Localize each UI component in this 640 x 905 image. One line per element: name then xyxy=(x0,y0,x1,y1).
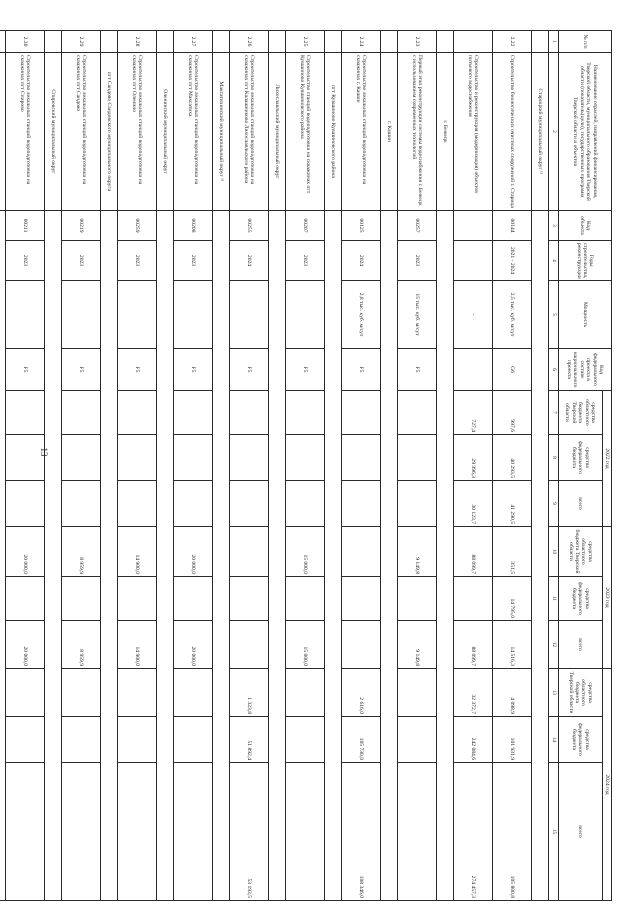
financing-table xyxy=(0,30,612,901)
table-row xyxy=(397,31,436,901)
column-index-cell: 8 xyxy=(548,435,558,481)
section-number-cell xyxy=(44,31,61,53)
row-number: 2.26 xyxy=(229,31,268,53)
column-index-cell: 7 xyxy=(548,391,558,435)
value-2023-total xyxy=(229,621,268,669)
capacity xyxy=(229,281,268,349)
value-2023-federal xyxy=(397,577,436,621)
value-2022-total: 41 290,5 xyxy=(492,481,531,527)
value-2022-federal xyxy=(229,435,268,481)
value-2022-total xyxy=(341,481,380,527)
table-row xyxy=(492,31,531,901)
value-2024-federal xyxy=(5,717,44,763)
value-2023-regional: 88 099,7 xyxy=(453,527,492,577)
section-title: Оленинский муниципальный округ xyxy=(156,53,173,211)
section-filler xyxy=(100,211,117,901)
construction-years: 2023 xyxy=(173,241,212,281)
section-row xyxy=(212,31,229,901)
section-number-cell xyxy=(268,31,285,53)
section-row xyxy=(380,31,397,901)
column-index-cell: 14 xyxy=(548,717,558,763)
value-2024-regional: 2 616,0 xyxy=(341,669,380,717)
federal-project-code: F5 xyxy=(285,349,324,391)
row-number: 2.23 xyxy=(397,31,436,53)
value-2024-total: 108 346,0 xyxy=(341,763,380,901)
capacity xyxy=(173,281,212,349)
section-filler xyxy=(324,211,341,901)
value-2023-regional: 8 959,9 xyxy=(61,527,100,577)
header-federal-project-code: Код федерального проекта в составе национального проекта xyxy=(558,349,611,391)
federal-project-code: F5 xyxy=(173,349,212,391)
column-index-cell: 1 xyxy=(548,31,558,53)
value-2022-regional xyxy=(285,391,324,435)
column-index-cell: 15 xyxy=(548,763,558,901)
header-2023-total: всего xyxy=(558,621,602,669)
section-row xyxy=(324,31,341,901)
object-name: Строительство локальных станций водоподготовки на скважинах пгт Калашниково Лихославльского района xyxy=(229,53,268,211)
header-2024-federal: средства федерального бюджета xyxy=(558,717,602,763)
object-name: Строительство локальных станций водоподготовки на скважинах г. Кашин xyxy=(341,53,380,211)
section-number-cell xyxy=(156,31,173,53)
federal-project-code: F5 xyxy=(229,349,268,391)
federal-project-code: F5 xyxy=(397,349,436,391)
section-filler xyxy=(44,211,61,901)
page-number: 13 xyxy=(39,447,49,457)
object-name: Строительство и реконструкция (модернизация) объектов питьевого водоснабжения xyxy=(453,53,492,211)
value-2024-federal: 101 931,9 xyxy=(492,717,531,763)
value-2022-regional xyxy=(61,391,100,435)
value-2023-federal xyxy=(285,577,324,621)
federal-project-code: F5 xyxy=(117,349,156,391)
column-index-cell: 12 xyxy=(548,621,558,669)
section-filler xyxy=(380,211,397,901)
value-2024-total: 53 193,5 xyxy=(229,763,268,901)
value-2022-federal xyxy=(173,435,212,481)
federal-project-code: F5 xyxy=(341,349,380,391)
section-title: Старицкий муниципальный округ ¹¹ xyxy=(531,53,548,211)
section-filler xyxy=(268,211,285,901)
value-2022-total xyxy=(61,481,100,527)
rotated-table-area xyxy=(18,30,612,900)
value-2024-federal xyxy=(285,717,324,763)
row-number: 2.30 xyxy=(5,31,44,53)
value-2022-total xyxy=(117,481,156,527)
object-code: 00211 xyxy=(5,211,44,241)
header-name: Наименование отраслей, направлений финансирования, Тверской области, муниципального образования Тверской области (показатель(цели), государственных программ Тверской области и объектов xyxy=(558,53,611,211)
section-title: г. Бежецк xyxy=(436,53,453,211)
value-2022-federal: 29 396,3 xyxy=(453,435,492,481)
value-2024-federal xyxy=(117,717,156,763)
construction-years: 2023 xyxy=(5,241,44,281)
value-2022-federal xyxy=(341,435,380,481)
header-2023-federal: средства федерального бюджета xyxy=(558,577,602,621)
header-number: № п/п xyxy=(558,31,611,53)
capacity xyxy=(5,281,44,349)
value-2024-total xyxy=(173,763,212,901)
column-index-cell: 5 xyxy=(548,281,558,349)
section-title: г. Кашин xyxy=(380,53,397,211)
column-index-cell: 3 xyxy=(548,211,558,241)
section-filler xyxy=(0,211,5,901)
section-number-cell xyxy=(436,31,453,53)
object-name: Строительство биологических очистных сооружений г. Старица xyxy=(492,53,531,211)
construction-years: 2021 - 2024 xyxy=(492,241,531,281)
construction-years: 2024 xyxy=(229,241,268,281)
header-capacity: Мощность xyxy=(558,281,611,349)
construction-years: 2023 xyxy=(117,241,156,281)
object-code: 00219 xyxy=(61,211,100,241)
object-code: 00259 xyxy=(117,211,156,241)
value-2024-federal xyxy=(397,717,436,763)
value-2023-total: 14 900,0 xyxy=(117,621,156,669)
federal-project-code: G6 xyxy=(492,349,531,391)
value-2022-regional xyxy=(397,391,436,435)
value-2023-regional: 9 149,8 xyxy=(397,527,436,577)
capacity xyxy=(61,281,100,349)
value-2023-federal xyxy=(61,577,100,621)
table-row xyxy=(61,31,100,901)
value-2023-regional xyxy=(229,527,268,577)
value-2022-regional xyxy=(341,391,380,435)
value-2023-federal xyxy=(453,577,492,621)
table-row xyxy=(453,31,492,901)
header-year-2024: 2024 год xyxy=(602,669,611,901)
value-2024-regional xyxy=(173,669,212,717)
section-number-cell xyxy=(100,31,117,53)
row-number: 2.27 xyxy=(173,31,212,53)
value-2024-federal: 105 730,0 xyxy=(341,717,380,763)
value-2022-federal xyxy=(117,435,156,481)
table-row xyxy=(173,31,212,901)
section-row xyxy=(100,31,117,901)
value-2023-total: 14 516,3 xyxy=(492,621,531,669)
value-2022-federal: 40 293,5 xyxy=(492,435,531,481)
table-header xyxy=(548,31,611,901)
value-2022-regional: 997,6 xyxy=(492,391,531,435)
section-number-cell xyxy=(324,31,341,53)
object-name: Строительство локальных станций водоподготовки на скважинах пгт Максатиха xyxy=(173,53,212,211)
header-year-2022: 2022 год xyxy=(602,391,611,527)
object-code: 00208 xyxy=(173,211,212,241)
value-2022-total xyxy=(5,481,44,527)
section-number-cell xyxy=(380,31,397,53)
value-2022-total xyxy=(229,481,268,527)
value-2022-total xyxy=(397,481,436,527)
value-2023-regional: 20 000,0 xyxy=(173,527,212,577)
column-index-cell: 4 xyxy=(548,241,558,281)
header-2022-total: всего xyxy=(558,481,602,527)
value-2023-total xyxy=(341,621,380,669)
column-index-cell: 9 xyxy=(548,481,558,527)
section-number-cell xyxy=(212,31,229,53)
column-index-cell: 6 xyxy=(548,349,558,391)
column-index-cell: 2 xyxy=(548,53,558,211)
row-number: 2.24 xyxy=(341,31,380,53)
construction-years: 2023 xyxy=(285,241,324,281)
construction-years xyxy=(453,241,492,281)
header-2022-federal: средства федерального бюджета xyxy=(558,435,602,481)
section-filler xyxy=(531,211,548,901)
value-2023-total: 9 149,8 xyxy=(397,621,436,669)
section-number-cell xyxy=(531,31,548,53)
value-2024-total: 274 457,3 xyxy=(453,763,492,901)
value-2023-federal xyxy=(5,577,44,621)
value-2023-federal xyxy=(117,577,156,621)
value-2022-regional xyxy=(229,391,268,435)
rotated-table-frame xyxy=(18,30,612,900)
object-name: Строительство локальных станций водоподготовки на скважинах пгт Оленино xyxy=(117,53,156,211)
value-2024-regional xyxy=(117,669,156,717)
value-2023-regional: 20 000,0 xyxy=(5,527,44,577)
value-2024-regional: 32 372,7 xyxy=(453,669,492,717)
capacity: 2,8 тыс. куб. м/сут xyxy=(341,281,380,349)
value-2023-total: 20 000,0 xyxy=(5,621,44,669)
section-title: Спировский муниципальный округ xyxy=(44,53,61,211)
value-2022-federal xyxy=(61,435,100,481)
value-2022-total xyxy=(285,481,324,527)
table-row xyxy=(285,31,324,901)
object-name: Строительство локальных станций водоподготовки на скважинах пгт Сандово xyxy=(61,53,100,211)
value-2023-total: 15 000,0 xyxy=(285,621,324,669)
capacity: - xyxy=(453,281,492,349)
object-name: Первый этап реконструкции системы водоснабжения г. Бежецк с использованием современных технологий xyxy=(397,53,436,211)
value-2023-total: 8 959,9 xyxy=(61,621,100,669)
capacity xyxy=(117,281,156,349)
section-row xyxy=(0,31,5,901)
construction-years: 2023 xyxy=(397,241,436,281)
value-2024-regional: 4 098,9 xyxy=(492,669,531,717)
value-2024-regional: 1 323,8 xyxy=(229,669,268,717)
section-title: Максатихинский муниципальный округ ¹¹ xyxy=(212,53,229,211)
section-row xyxy=(531,31,548,901)
value-2023-federal xyxy=(341,577,380,621)
table-row xyxy=(5,31,44,901)
capacity: 2,5 тыс. куб. м/сут xyxy=(492,281,531,349)
table-row xyxy=(229,31,268,901)
value-2022-regional xyxy=(117,391,156,435)
value-2023-total: 88 099,7 xyxy=(453,621,492,669)
row-number: 2.28 xyxy=(117,31,156,53)
value-2024-federal xyxy=(61,717,100,763)
header-2022-regional: средства областного бюджета Тверской области xyxy=(558,391,602,435)
section-title xyxy=(0,53,5,211)
value-2024-total: 105 800,8 xyxy=(492,763,531,901)
value-2023-regional: 14 900,0 xyxy=(117,527,156,577)
table-row xyxy=(341,31,380,901)
value-2023-federal: 14 795,0 xyxy=(492,577,531,621)
federal-project-code: F5 xyxy=(5,349,44,391)
header-year-2023: 2023 год xyxy=(602,527,611,669)
section-row xyxy=(44,31,61,901)
header-2024-total: всего xyxy=(558,763,602,901)
section-title: пгт Сандово Сандовского муниципального округа xyxy=(100,53,117,211)
value-2022-federal xyxy=(5,435,44,481)
capacity xyxy=(285,281,324,349)
object-code: 00125 xyxy=(341,211,380,241)
value-2023-regional: 351,5 xyxy=(492,527,531,577)
value-2022-federal xyxy=(397,435,436,481)
value-2024-total xyxy=(285,763,324,901)
value-2024-regional xyxy=(285,669,324,717)
capacity: 15 тыс. куб. м/сут xyxy=(397,281,436,349)
row-number: 2.29 xyxy=(61,31,100,53)
federal-project-code: F5 xyxy=(61,349,100,391)
object-code: 00144 xyxy=(492,211,531,241)
value-2023-total: 20 000,0 xyxy=(173,621,212,669)
value-2022-regional xyxy=(5,391,44,435)
column-index-cell: 13 xyxy=(548,669,558,717)
value-2023-federal xyxy=(229,577,268,621)
row-number: 2.25 xyxy=(285,31,324,53)
value-2022-federal xyxy=(285,435,324,481)
section-number-cell xyxy=(0,31,5,53)
column-index-cell: 11 xyxy=(548,577,558,621)
table-body xyxy=(0,31,548,901)
section-row xyxy=(436,31,453,901)
value-2022-regional xyxy=(173,391,212,435)
section-filler xyxy=(212,211,229,901)
value-2024-federal: 51 892,4 xyxy=(229,717,268,763)
value-2022-regional: 727,4 xyxy=(453,391,492,435)
value-2024-total xyxy=(61,763,100,901)
object-name: Строительство станций водоподготовки на скважинах пгт Кувшиново Кувшиновского района xyxy=(285,53,324,211)
construction-years: 2024 xyxy=(341,241,380,281)
value-2022-total: 30 123,7 xyxy=(453,481,492,527)
value-2024-regional xyxy=(397,669,436,717)
header-2023-regional: средства областного бюджета Тверской области xyxy=(558,527,602,577)
construction-years: 2023 xyxy=(61,241,100,281)
object-code xyxy=(453,211,492,241)
section-title: Лихославльский муниципальный округ xyxy=(268,53,285,211)
value-2023-regional: 15 000,0 xyxy=(285,527,324,577)
section-row xyxy=(156,31,173,901)
value-2024-regional xyxy=(61,669,100,717)
section-row xyxy=(268,31,285,901)
row-number: 2.22 xyxy=(492,31,531,53)
column-index-cell: 10 xyxy=(548,527,558,577)
column-index-row xyxy=(548,31,558,901)
value-2022-total xyxy=(173,481,212,527)
section-filler xyxy=(436,211,453,901)
row-number xyxy=(453,31,492,53)
header-years: Годы строительства, реконструкции xyxy=(558,241,611,281)
object-code: 00255 xyxy=(229,211,268,241)
value-2024-total xyxy=(117,763,156,901)
federal-project-code xyxy=(453,349,492,391)
value-2024-federal xyxy=(173,717,212,763)
object-name: Строительство локальных станций водоподготовки на скважинах пгт Спирово xyxy=(5,53,44,211)
value-2024-regional xyxy=(5,669,44,717)
value-2023-regional xyxy=(341,527,380,577)
section-title: пгт Кувшиново Кувшиновского района xyxy=(324,53,341,211)
value-2023-federal xyxy=(173,577,212,621)
object-code: 00207 xyxy=(285,211,324,241)
value-2024-federal: 242 084,6 xyxy=(453,717,492,763)
value-2024-total xyxy=(5,763,44,901)
header-2024-regional: средства областного бюджета Тверской области xyxy=(558,669,602,717)
object-code: 00257 xyxy=(397,211,436,241)
value-2024-total xyxy=(397,763,436,901)
section-filler xyxy=(156,211,173,901)
header-code: Код объекта xyxy=(558,211,611,241)
table-row xyxy=(117,31,156,901)
